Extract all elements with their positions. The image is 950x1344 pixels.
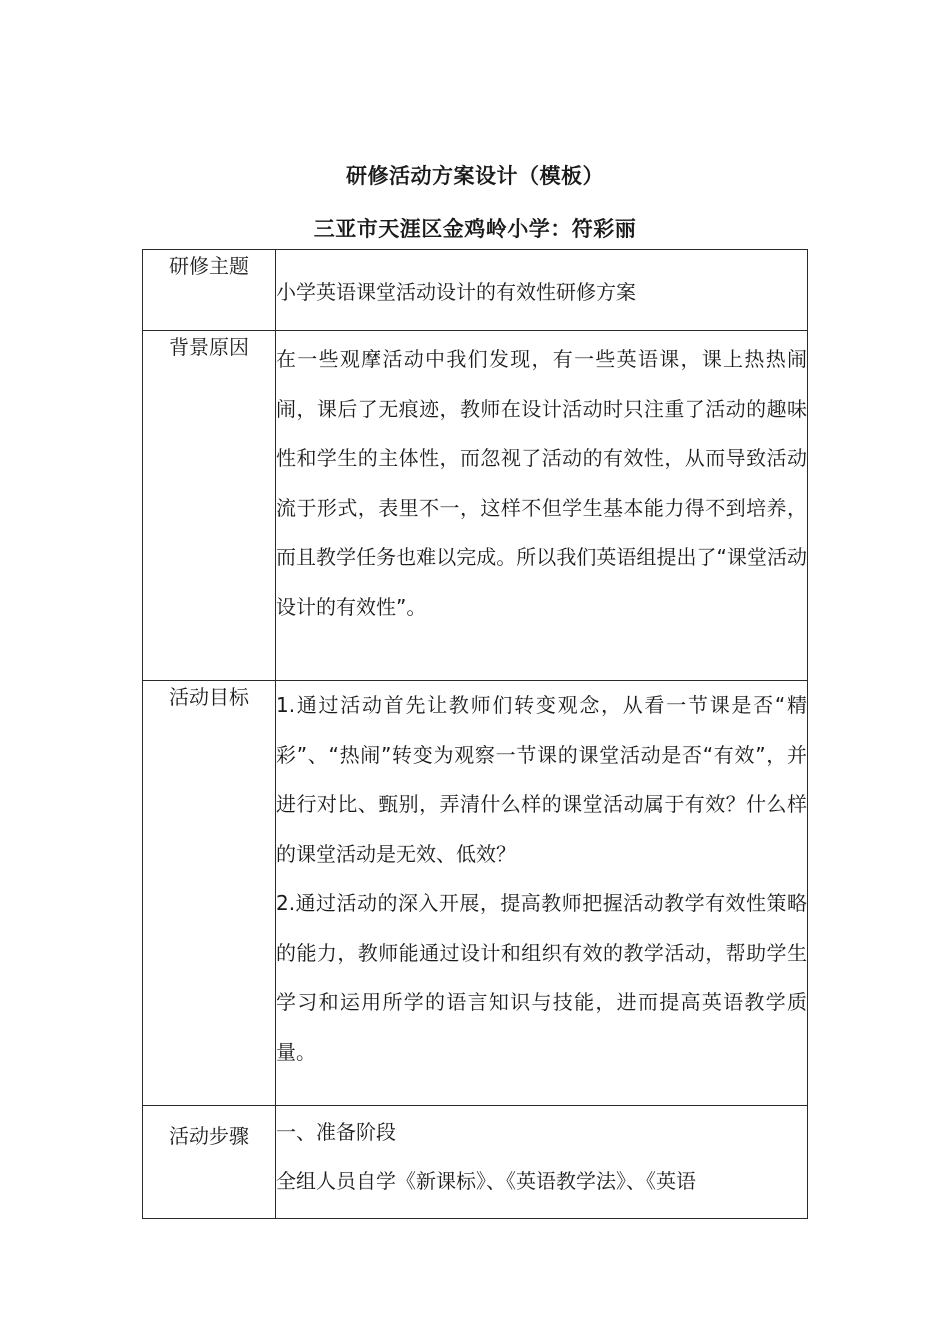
table-row-steps [143, 1106, 808, 1219]
plan-table [142, 249, 808, 1219]
steps-cell [276, 1106, 808, 1219]
goals-cell [276, 681, 808, 1106]
document-title: 研修活动方案设计（模板） [346, 164, 604, 188]
goals-label: 活动目标 [143, 681, 276, 1106]
background-cell [276, 331, 808, 681]
goal-item-1: 1.通过活动首先让教师们转变观念，从看一节课是否“精彩”、“热闹”转变为观察一节课的课堂活动是否“有效”，并进行对比、甄别，弄清什么样的课堂活动属于有效？什么样的课堂活动是无效、低效？ [276, 693, 807, 866]
table-row-goals [143, 681, 808, 1106]
steps-label: 活动步骤 [143, 1106, 276, 1219]
table-row-background [143, 331, 808, 681]
steps-heading: 一、准备阶段 [276, 1120, 396, 1144]
steps-text: 全组人员自学《新课标》、《英语教学法》、《英语 [276, 1169, 696, 1193]
table-row-topic [143, 250, 808, 331]
topic-text: 小学英语课堂活动设计的有效性研修方案 [276, 250, 808, 331]
document-subtitle: 三亚市天涯区金鸡岭小学：符彩丽 [313, 217, 637, 241]
background-text: 在一些观摩活动中我们发现，有一些英语课，课上热热闹闹，课后了无痕迹，教师在设计活动时只注重了活动的趣味性和学生的主体性，而忽视了活动的有效性，从而导致活动流于形式，表里不一，这样不但学生基本能力得不到培养，而且教学任务也难以完成。所以我们英语组提出了“课堂活动设计的有效性”。 [276, 347, 807, 619]
topic-label: 研修主题 [143, 250, 276, 331]
goal-item-2: 2.通过活动的深入开展，提高教师把握活动教学有效性策略的能力，教师能通过设计和组织有效的教学活动，帮助学生学习和运用所学的语言知识与技能，进而提高英语教学质量。 [276, 891, 807, 1064]
background-label: 背景原因 [143, 331, 276, 681]
